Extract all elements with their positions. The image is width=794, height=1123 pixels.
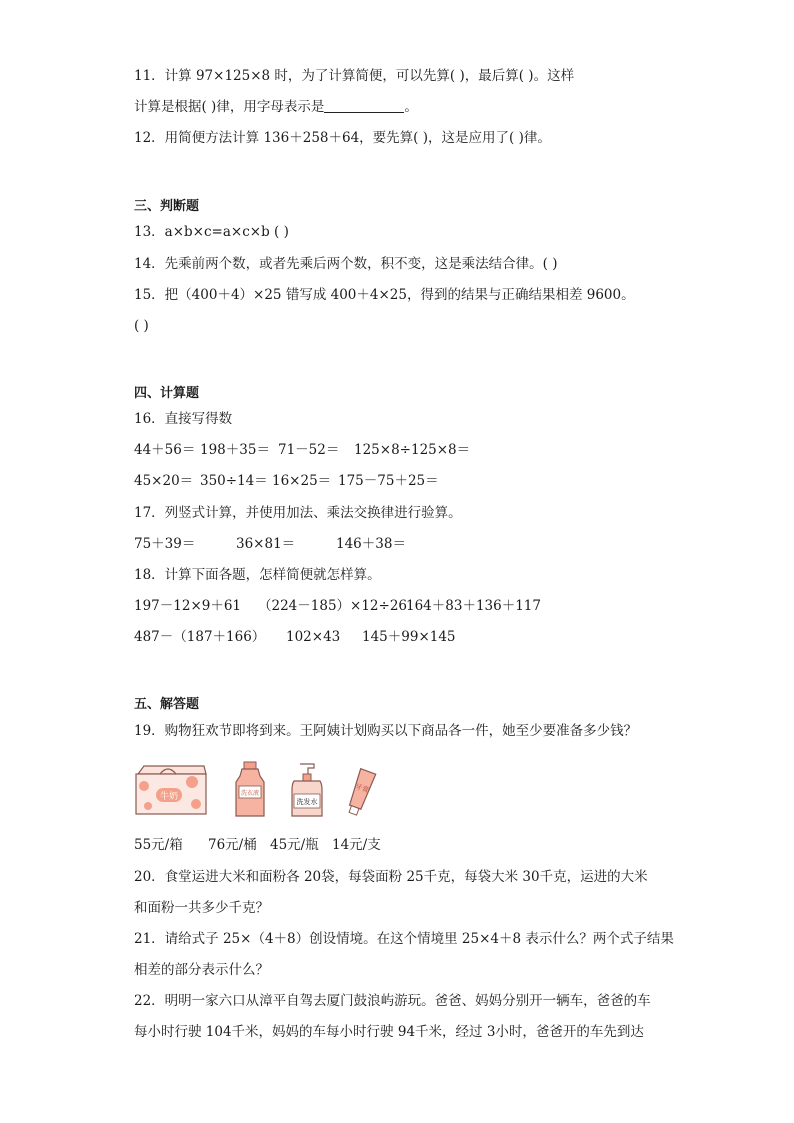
q14: 14．先乘前两个数，或者先乘后两个数，积不变，这是乘法结合律。( ): [134, 256, 558, 272]
expr: 164＋83＋136＋117: [406, 598, 541, 614]
milk-box-icon: [134, 762, 210, 818]
q17-title: 17．列竖式计算，并使用加法、乘法交换律进行验算。: [134, 505, 462, 521]
section-5-heading: 五、解答题: [134, 697, 200, 712]
toothpaste-label: 牙膏: [354, 782, 370, 795]
toothpaste-icon: [342, 764, 378, 824]
price-detergent: 76元/桶: [208, 837, 257, 853]
q15-line2: ( ): [134, 318, 149, 334]
expr: 146＋38＝: [336, 536, 406, 552]
section-4-heading: 四、计算题: [134, 386, 200, 401]
expr: 487－（187＋166）: [134, 629, 266, 645]
q12: 12．用简便方法计算 136＋258＋64，要先算( )，这是应用了( )律。: [134, 130, 551, 146]
q18-title: 18．计算下面各题，怎样简便就怎样算。: [134, 567, 381, 583]
section-3-heading: 三、判断题: [134, 199, 200, 214]
q11-line2: [134, 97, 418, 117]
q21-line2: 相差的部分表示什么？: [134, 962, 269, 978]
q16-row2: [134, 471, 439, 491]
price-toothpaste: 14元/支: [332, 837, 381, 853]
expr: 145＋99×145: [362, 629, 456, 645]
q11-line1: 11．计算 97×125×8 时，为了计算简便，可以先算( )，最后算( )。这样: [134, 68, 575, 84]
q11-line2-end: 。: [404, 99, 418, 115]
price-shampoo: 45元/瓶: [270, 837, 319, 853]
expr: 75＋39＝: [134, 536, 196, 552]
q11-line2-text: 计算是根据( )律，用字母表示是: [134, 99, 325, 115]
product-images: [134, 760, 394, 820]
q20-line1: 20．食堂运进大米和面粉各 20袋，每袋面粉 25千克，每袋大米 30千克，运进的大米: [134, 869, 648, 885]
price-milk: 55元/箱: [134, 837, 183, 853]
q20-line2: 和面粉一共多少千克？: [134, 900, 269, 916]
q13: 13．a×b×c=a×c×b ( ): [134, 224, 289, 240]
expr: 197－12×9＋61: [134, 598, 242, 614]
q19-title: 19．购物狂欢节即将到来。王阿姨计划购买以下商品各一件，她至少要准备多少钱？: [134, 723, 638, 739]
q17-row: [134, 534, 406, 554]
q19-prices: [134, 835, 381, 855]
expr: 16×25＝: [272, 473, 332, 489]
expr: 125×8÷125×8＝: [354, 442, 471, 458]
q18-row2: [134, 627, 456, 647]
expr: 45×20＝: [134, 473, 194, 489]
q22-line1: 22．明明一家六口从漳平自驾去厦门鼓浪屿游玩。爸爸、妈妈分别开一辆车，爸爸的车: [134, 993, 651, 1009]
expr: 175－75＋25＝: [338, 473, 439, 489]
answer-underline: [324, 98, 404, 113]
expr: 198＋35＝: [200, 442, 270, 458]
milk-label: 牛奶: [159, 792, 179, 802]
expr: 44＋56＝: [134, 442, 196, 458]
shampoo-label: 洗发水: [296, 798, 318, 806]
q16-row1: [134, 440, 470, 460]
q18-row1: [134, 596, 541, 616]
expr: （224－185）×12÷26: [258, 598, 408, 614]
detergent-bottle-icon: [230, 760, 270, 820]
detergent-label: 洗衣液: [240, 790, 260, 797]
q21-line1: 21．请给式子 25×（4＋8）创设情境。在这个情境里 25×4＋8 表示什么？两个式子结果: [134, 931, 674, 947]
expr: 102×43: [286, 629, 341, 645]
expr: 71－52＝: [278, 442, 340, 458]
q22-line2: 每小时行驶 104千米，妈妈的车每小时行驶 94千米，经过 3小时，爸爸开的车先到达: [134, 1024, 644, 1040]
expr: 350÷14＝: [200, 473, 268, 489]
q15-line1: 15．把（400＋4）×25 错写成 400＋4×25，得到的结果与正确结果相差 9600。: [134, 287, 635, 303]
shampoo-bottle-icon: [286, 760, 326, 820]
q16-title: 16．直接写得数: [134, 411, 233, 427]
expr: 36×81＝: [236, 536, 296, 552]
